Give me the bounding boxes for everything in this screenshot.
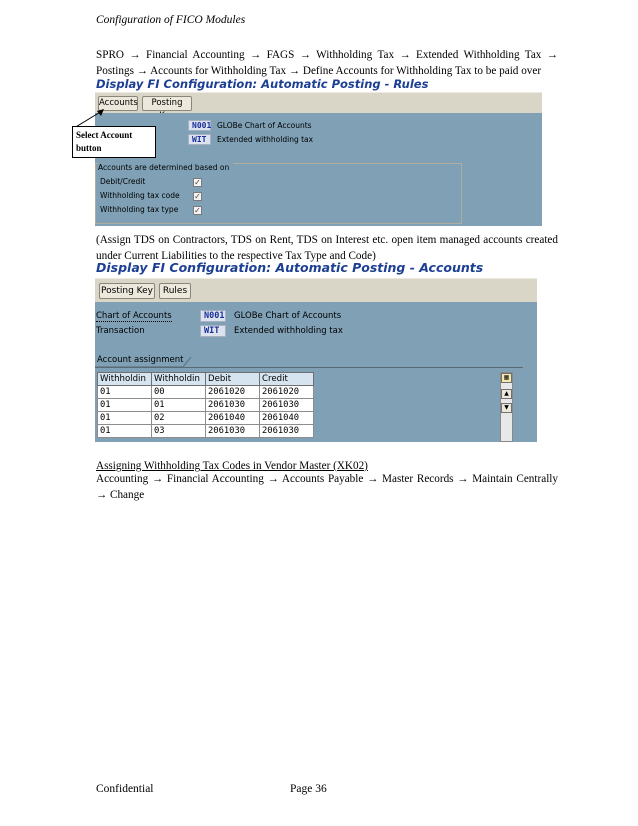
column-header[interactable]: Withholdin	[98, 373, 152, 386]
table-header-row	[98, 373, 314, 386]
transaction-field[interactable]: WIT	[200, 325, 226, 337]
transaction-field[interactable]: WIT	[188, 134, 211, 145]
screen1-toolbar	[95, 92, 542, 115]
table-cell[interactable]: 01	[98, 399, 152, 412]
table-cell[interactable]: 2061030	[206, 425, 260, 438]
table-cell[interactable]: 2061020	[206, 386, 260, 399]
screen1-body	[95, 113, 542, 226]
table-cell[interactable]: 2061030	[260, 399, 314, 412]
column-header[interactable]: Withholdin	[152, 373, 206, 386]
accounts-button[interactable]: Accounts	[98, 96, 138, 111]
column-settings-icon[interactable]: ▦	[501, 373, 512, 383]
table-cell[interactable]: 00	[152, 386, 206, 399]
table-cell[interactable]: 01	[98, 425, 152, 438]
table-cell[interactable]: 2061040	[206, 412, 260, 425]
option-label: Withholding tax type	[100, 205, 179, 214]
tab-outline	[95, 354, 195, 368]
tab-label: Account assignment	[97, 355, 184, 365]
transaction-desc: Extended withholding tax	[217, 135, 314, 144]
option-label: Debit/Credit	[100, 177, 146, 186]
table-cell[interactable]: 02	[152, 412, 206, 425]
column-header[interactable]: Debit	[206, 373, 260, 386]
section-path: Accounting → Financial Accounting → Accounts Payable → Master Records → Maintain Centrally → Change	[96, 473, 558, 501]
tax-code-checkbox[interactable]: ✓	[194, 192, 201, 201]
option-label: Withholding tax code	[100, 191, 180, 200]
posting-key-button[interactable]: Posting Key	[99, 283, 155, 299]
table-cell[interactable]: 01	[152, 399, 206, 412]
debit-credit-checkbox[interactable]: ✓	[194, 178, 201, 187]
tax-type-checkbox[interactable]: ✓	[194, 206, 201, 215]
rules-button[interactable]: Rules	[159, 283, 191, 299]
table-cell[interactable]: 2061030	[206, 399, 260, 412]
transaction-label: Transaction	[96, 326, 145, 336]
section-heading: Assigning Withholding Tax Codes in Vendor Master (XK02)	[96, 460, 368, 472]
tab-divider	[95, 367, 523, 368]
screen2-body	[95, 302, 537, 442]
table-row[interactable]	[98, 412, 314, 425]
scroll-up-icon[interactable]: ▲	[501, 389, 512, 399]
chart-of-accounts-label: Chart of Accounts	[96, 311, 172, 321]
posting-key-button[interactable]: Posting	[142, 96, 192, 111]
table-cell[interactable]: 03	[152, 425, 206, 438]
select-account-callout: Select Account button	[72, 126, 156, 158]
table-row[interactable]	[98, 386, 314, 399]
sap-screen-accounts	[95, 278, 537, 442]
footer-confidential: Confidential	[96, 783, 154, 795]
account-assignment-table	[97, 372, 314, 438]
vertical-scrollbar[interactable]	[500, 372, 513, 442]
chart-of-accounts-desc: GLOBe Chart of Accounts	[234, 311, 342, 321]
note-paragraph: (Assign TDS on Contractors, TDS on Rent, TDS on Interest etc. open item managed accounts created under Current Liabilities to the respective Tax Type and Code)	[96, 234, 558, 262]
footer-page-number: Page 36	[290, 783, 327, 795]
screen2-title: Display FI Configuration: Automatic Posting - Accounts	[96, 260, 484, 275]
column-header[interactable]: Credit	[260, 373, 314, 386]
screen2-toolbar	[95, 278, 537, 304]
table-cell[interactable]: 01	[98, 386, 152, 399]
scroll-down-icon[interactable]: ▼	[501, 403, 512, 413]
screen1-title: Display FI Configuration: Automatic Posting - Rules	[96, 77, 429, 91]
table-cell[interactable]: 2061030	[260, 425, 314, 438]
table-row[interactable]	[98, 399, 314, 412]
chart-of-accounts-field[interactable]: N001	[188, 120, 211, 131]
table-row[interactable]	[98, 425, 314, 438]
account-assignment-tab[interactable]	[95, 354, 190, 368]
chart-of-accounts-desc: GLOBe Chart of Accounts	[217, 121, 312, 130]
group-title: Accounts are determined based on	[98, 163, 233, 172]
chart-of-accounts-field[interactable]: N001	[200, 310, 226, 322]
determination-group	[95, 163, 462, 224]
transaction-desc: Extended withholding tax	[234, 326, 343, 336]
table-cell[interactable]: 2061040	[260, 412, 314, 425]
table-cell[interactable]: 01	[98, 412, 152, 425]
menu-path-paragraph: SPRO → Financial Accounting → FAGS → Withholding Tax → Extended Withholding Tax → Postings → Accounts for Withholding Tax → Define Accounts for Withholding Tax to be paid over	[96, 49, 558, 77]
page-header: Configuration of FICO Modules	[96, 14, 246, 26]
sap-screen-rules	[95, 92, 542, 226]
table-cell[interactable]: 2061020	[260, 386, 314, 399]
